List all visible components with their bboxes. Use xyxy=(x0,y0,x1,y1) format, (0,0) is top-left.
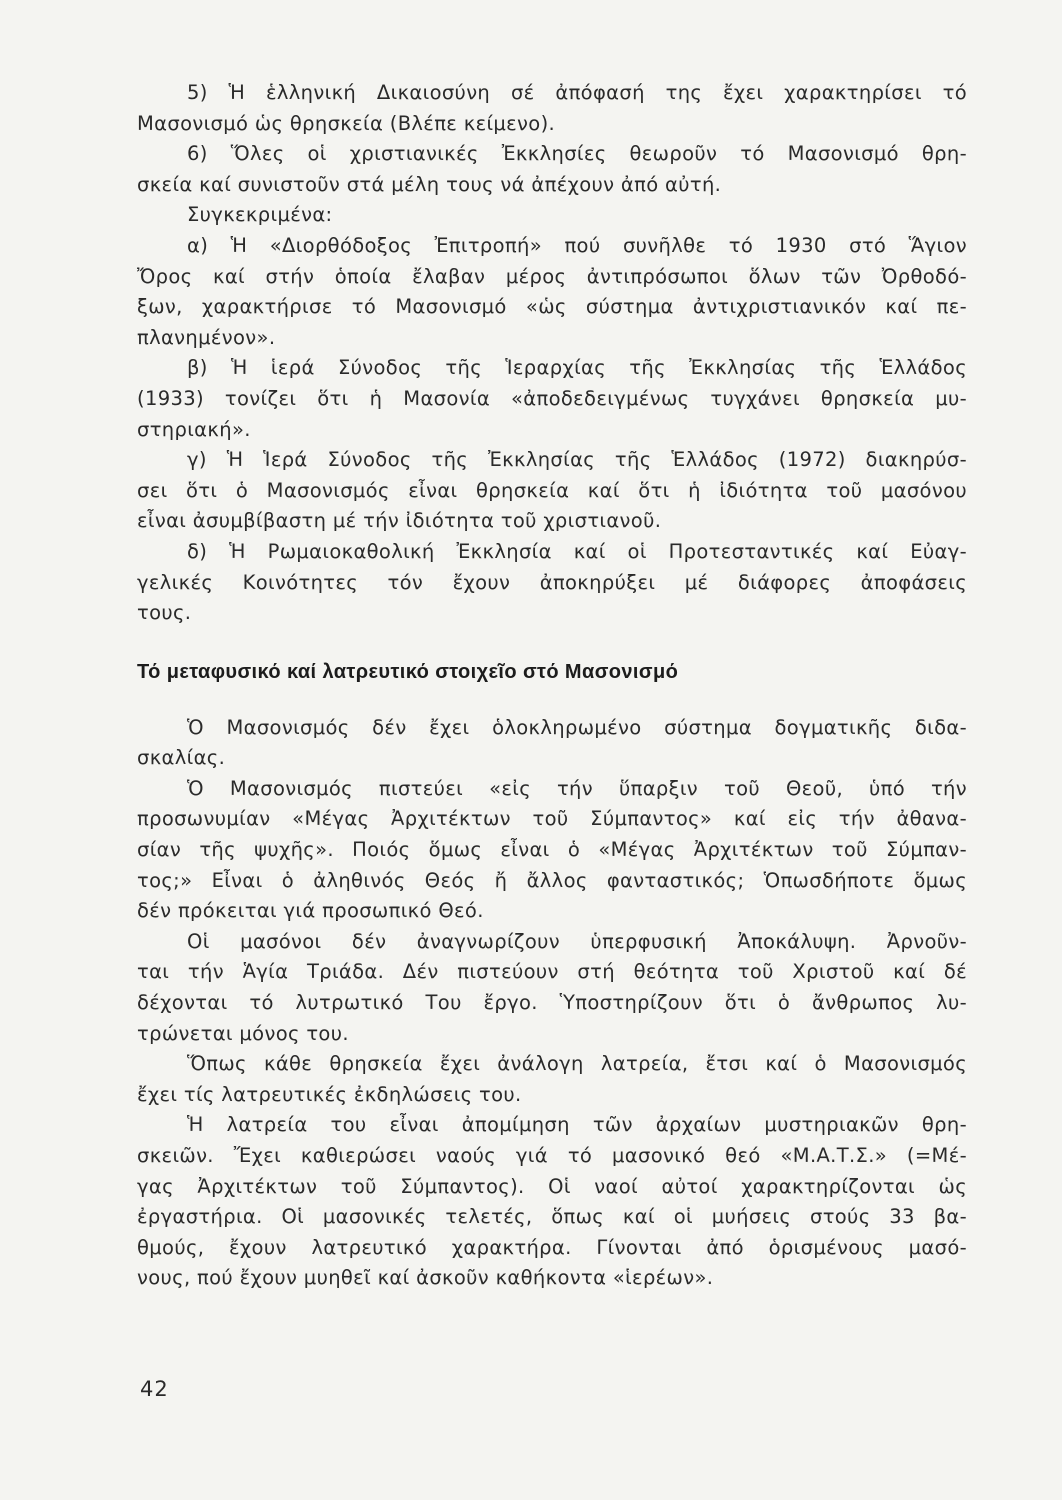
text-line: εἶναι ἀσυμβίβαστη μέ τήν ἰδιότητα τοῦ χριστιανοῦ. xyxy=(137,509,662,533)
text-line: σκειῶν. Ἔχει καθιερώσει ναούς γιά τό μασονικό θεό «Μ.Α.Τ.Σ.» (=Μέ- xyxy=(137,1144,967,1167)
text-line: β) Ἡ ἱερά Σύνοδος τῆς Ἱεραρχίας τῆς Ἐκκλησίας τῆς Ἑλλάδος xyxy=(187,356,967,380)
text-line: Μασονισμό ὡς θρησκεία (Βλέπε κείμενο). xyxy=(137,111,556,135)
text-line: σκεία καί συνιστοῦν στά μέλη τους νά ἀπέχουν ἀπό αὐτή. xyxy=(137,172,722,196)
text-line: (1933) τονίζει ὅτι ἡ Μασονία «ἀποδεδειγμένως τυγχάνει θρησκεία μυ- xyxy=(137,386,967,410)
text-line: Ὄρος καί στήν ὁποία ἔλαβαν μέρος ἀντιπρόσωποι ὅλων τῶν Ὀρθοδό- xyxy=(137,264,967,288)
text-line: Ἡ λατρεία του εἶναι ἀπομίμηση τῶν ἀρχαίων μυστηριακῶν θρη- xyxy=(187,1113,967,1137)
text-line: νους, πού ἔχουν μυηθεῖ καί ἀσκοῦν καθήκοντα «ἱερέων». xyxy=(137,1266,714,1290)
top-text xyxy=(137,78,967,629)
text-line: 6) Ὅλες οἱ χριστιανικές Ἐκκλησίες θεωροῦν τό Μασονισμό θρη- xyxy=(187,142,967,166)
text-line: Οἱ μασόνοι δέν ἀναγνωρίζουν ὑπερφυσική Ἀποκάλυψη. Ἀρνοῦν- xyxy=(187,929,967,953)
spacer xyxy=(137,629,967,657)
section-heading: Τό μεταφυσικό καί λατρευτικό στοιχεῖο στό Μασονισμό xyxy=(137,660,679,683)
text-line: γελικές Κοινότητες τόν ἔχουν ἀποκηρύξει μέ διάφορες ἀποφάσεις xyxy=(137,570,967,594)
text-line: α) Ἡ «Διορθόδοξος Ἐπιτροπή» πού συνῆλθε τό 1930 στό Ἅγιον xyxy=(187,233,967,257)
text-line: Συγκεκριμένα: xyxy=(187,203,333,227)
text-line: γας Ἀρχιτέκτων τοῦ Σύμπαντος). Οἱ ναοί αὐτοί χαρακτηρίζονται ὡς xyxy=(137,1174,967,1198)
text-line: 5) Ἡ ἑλληνική Δικαιοσύνη σέ ἀπόφασή της ἔχει χαρακτηρίσει τό xyxy=(187,81,967,104)
text-line: τος;» Εἶναι ὁ ἀληθινός Θεός ἤ ἄλλος φανταστικός; Ὁπωσδήποτε ὅμως xyxy=(137,868,967,892)
text-line: Ὁ Μασονισμός δέν ἔχει ὁλοκληρωμένο σύστημα δογματικῆς διδα- xyxy=(187,715,967,739)
text-line: τους. xyxy=(137,601,192,625)
text-line: ἐργαστήρια. Οἱ μασονικές τελετές, ὅπως καί οἱ μυήσεις στούς 33 βα- xyxy=(137,1205,967,1229)
text-line: στηριακή». xyxy=(137,417,251,441)
text-line: σκαλίας. xyxy=(137,746,226,770)
spacer xyxy=(137,687,967,713)
page-text-block xyxy=(137,78,967,1294)
text-line: δέχονται τό λυτρωτικό Του ἔργο. Ὑποστηρίζουν ὅτι ὁ ἄνθρωπος λυ- xyxy=(137,991,967,1015)
text-line: προσωνυμίαν «Μέγας Ἀρχιτέκτων τοῦ Σύμπαντος» καί εἰς τήν ἀθανα- xyxy=(137,807,967,831)
text-line: πλανημένον». xyxy=(137,325,276,349)
text-line: δέν πρόκειται γιά προσωπικό Θεό. xyxy=(137,899,484,923)
text-line: ται τήν Ἁγία Τριάδα. Δέν πιστεύουν στή θεότητα τοῦ Χριστοῦ καί δέ xyxy=(137,960,967,984)
text-line: σίαν τῆς ψυχῆς». Ποιός ὅμως εἶναι ὁ «Μέγας Ἀρχιτέκτων τοῦ Σύμπαν- xyxy=(137,838,967,862)
text-line: δ) Ἡ Ρωμαιοκαθολική Ἐκκλησία καί οἱ Προτεσταντικές καί Εὐαγ- xyxy=(187,539,967,563)
text-line: ἔχει τίς λατρευτικές ἐκδηλώσεις του. xyxy=(137,1082,522,1106)
text-line: Ὁ Μασονισμός πιστεύει «εἰς τήν ὕπαρξιν τοῦ Θεοῦ, ὑπό τήν xyxy=(187,776,967,800)
page-number: 42 xyxy=(140,1377,169,1401)
text-line: γ) Ἡ Ἱερά Σύνοδος τῆς Ἐκκλησίας τῆς Ἑλλάδος (1972) διακηρύσ- xyxy=(187,448,967,472)
text-line: σει ὅτι ὁ Μασονισμός εἶναι θρησκεία καί ὅτι ἡ ἰδιότητα τοῦ μασόνου xyxy=(137,478,967,502)
text-line: θμούς, ἔχουν λατρευτικό χαρακτήρα. Γίνονται ἀπό ὁρισμένους μασό- xyxy=(137,1235,967,1259)
bottom-text xyxy=(137,713,967,1294)
text-line: τρώνεται μόνος του. xyxy=(137,1021,349,1045)
text-line: ξων, χαρακτήρισε τό Μασονισμό «ὡς σύστημα ἀντιχριστιανικόν καί πε- xyxy=(137,295,967,319)
text-line: Ὅπως κάθε θρησκεία ἔχει ἀνάλογη λατρεία, ἔτσι καί ὁ Μασονισμός xyxy=(187,1052,967,1076)
